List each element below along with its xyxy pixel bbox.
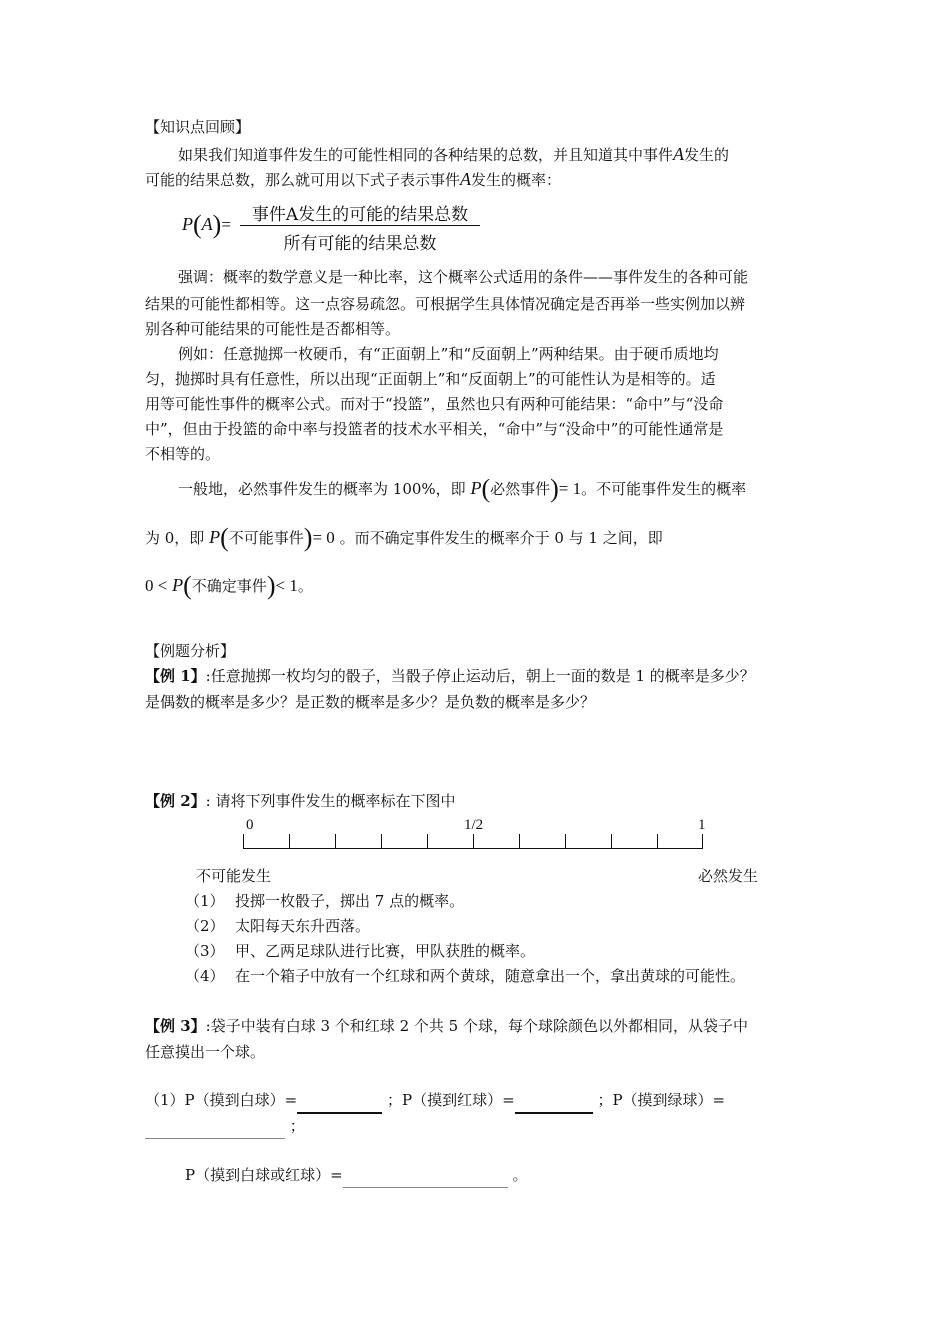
answer-blank-white[interactable] (297, 1092, 382, 1114)
formula-denominator: 所有可能的结果总数 (283, 234, 437, 254)
scale-tick (381, 834, 382, 848)
scale-tick (611, 834, 612, 848)
scale-tick (657, 834, 658, 848)
example1-line1: 【例 1】:任意抛掷一枚均匀的骰子，当骰子停止运动后，朝上一面的数是 1 的概率是多少？ (145, 667, 755, 685)
example1-line2: 是偶数的概率是多少？是正数的概率是多少？是负数的概率是多少？ (145, 693, 596, 711)
example-line4: 中”，但由于投篮的命中率与投篮者的技术水平相关，“命中”与“没命中”的可能性通常是 (145, 420, 724, 438)
review-para1-line1: 如果我们知道事件发生的可能性相同的各种结果的总数，并且知道其中事件A发生的 (178, 144, 730, 164)
scale-label-half: 1/2 (464, 817, 484, 833)
example2-item: （2） 太阳每天东升西落。 (185, 917, 371, 935)
scale-tick (565, 834, 566, 848)
fraction-bar (240, 225, 480, 226)
scale-tick (702, 834, 703, 848)
example3-line1: 【例 3】:袋子中装有白球 3 个和红球 2 个共 5 个球，每个球除颜色以外都相同，从袋子中 (145, 1017, 748, 1035)
scale-tick (243, 834, 244, 848)
scale-tick (519, 834, 520, 848)
example-line5: 不相等的。 (145, 445, 221, 463)
example-line2: 匀，抛掷时具有任意性，所以出现“正面朝上”和“反面朝上”的可能性认为是相等的。适 (145, 370, 716, 388)
review-para1-line2: 可能的结果总数，那么就可用以下式子表示事件A发生的概率： (145, 169, 562, 189)
event-a-variable: A (673, 144, 685, 164)
scale-tick (427, 834, 428, 848)
emphasis-line3: 别各种可能结果的可能性是否都相等。 (145, 320, 401, 338)
label-impossible: 不可能发生 (196, 867, 272, 885)
example-line3: 用等可能性事件的概率公式。而对于“投篮”，虽然也只有两种可能结果：“命中”与“没命 (145, 395, 724, 413)
example2-line: 【例 2】: 请将下列事件发生的概率标在下图中 (145, 792, 456, 810)
example3-question2: P（摸到白球或红球）= 。 (185, 1165, 527, 1188)
emphasis-line1: 强调：概率的数学意义是一种比率，这个概率公式适用的条件——事件发生的各种可能 (178, 268, 749, 286)
example3-line2: 任意摸出一个球。 (145, 1043, 266, 1061)
general-line3: 0 < P(不确定事件)< 1。 (145, 571, 313, 600)
example2-item: （4） 在一个箱子中放有一个红球和两个黄球，随意拿出一个，拿出黄球的可能性。 (185, 967, 746, 985)
example2-item: （1） 投掷一枚骰子，掷出 7 点的概率。 (185, 892, 465, 910)
review-heading: 【知识点回顾】 (145, 118, 251, 136)
scale-label-zero: 0 (246, 817, 254, 833)
scale-tick (473, 834, 474, 848)
example-line1: 例如：任意抛掷一枚硬币，有“正面朝上”和“反面朝上”两种结果。由于硬币质地均 (178, 345, 719, 363)
scale-tick (335, 834, 336, 848)
answer-blank-green[interactable] (145, 1118, 285, 1139)
answer-blank-white-or-red[interactable] (343, 1167, 508, 1188)
probability-scale-line (243, 848, 703, 849)
example3-question1: （1）P（摸到白球）= ；P（摸到红球）= ；P（摸到绿球）= (145, 1090, 725, 1114)
document-page: 【知识点回顾】 如果我们知道事件发生的可能性相同的各种结果的总数，并且知道其中事件A发生的 可能的结果总数，那么就可用以下式子表示事件A发生的概率： P(A)= 事件A发生的可能的结果总数 所有可能的结果总数 强调：概率的数学意义是一种比率，这个概率公式适用的条件——事件发生的各种可能 结果的可能性都相等。这一点容易疏忽。可根据学生具体情况确定是否再举一些实例加以辨 别各种可能结果的可能性是否都相等。 例如：任意抛掷一枚硬币，有“正面朝上”和“反面朝上”两种结果。由于硬币质地均 匀，抛掷时具有任意性，所以出现“正面朝上”和“反面朝上”的可能性认为是相等的。适 用等可能性事件的概率公式。而对于“投篮”，虽然也只有两种可能结果：“命中”与“没命 中”，但由于投篮的命中率与投篮者的技术水平相关，“命中”与“没命中”的可能性通常是 不相等的。 一般地，必然事件发生的概率为 100%，即 P(必然事件)= 1。不可能事件发生的概率 为 0，即 P(不可能事件)= 0 。而不确定事件发生的概率介于 0 与 1 之间，即 0 < P(不确定事件)< 1。 【例题分析】 【例 1】:任意抛掷一枚均匀的骰子，当骰子停止运动后，朝上一面的数是 1 的概率是多少？ 是偶数的概率是多少？是正数的概率是多少？是负数的概率是多少？ 【例 2】: 请将下列事件发生的概率标在下图中 0 1/2 1 不可能发生 必然发生 （1） 投掷一枚骰子，掷出 7 点的概率。 （2） 太阳每天东升西落。 （3） 甲、乙两足球队进行比赛，甲队获胜的概率。 （4） 在一个箱子中放有一个红球和两个黄球，随意拿出一个，拿出黄球的可能性。 【例 3】:袋子中装有白球 3 个和红球 2 个共 5 个球，每个球除颜色以外都相同，从袋子中 任意摸出一个球。 （1）P（摸到白球）= ；P（摸到红球）= ；P（摸到绿球）= ； P（摸到白球或红球）= 。 (0, 0, 950, 1344)
answer-blank-red[interactable] (515, 1092, 593, 1114)
emphasis-line2: 结果的可能性都相等。这一点容易疏忽。可根据学生具体情况确定是否再举一些实例加以辨 (145, 295, 746, 313)
example2-item: （3） 甲、乙两足球队进行比赛，甲队获胜的概率。 (185, 942, 536, 960)
scale-tick (289, 834, 290, 848)
formula-numerator: 事件A发生的可能的结果总数 (251, 205, 469, 225)
example3-question1-cont: ； (145, 1116, 305, 1139)
label-certain: 必然发生 (698, 867, 759, 885)
examples-heading: 【例题分析】 (145, 642, 236, 660)
scale-label-one: 1 (698, 817, 706, 833)
general-line2: 为 0，即 P(不可能事件)= 0 。而不确定事件发生的概率介于 0 与 1 之间，即 (145, 523, 663, 552)
general-line1: 一般地，必然事件发生的概率为 100%，即 P(必然事件)= 1。不可能事件发生的概率 (178, 474, 747, 503)
